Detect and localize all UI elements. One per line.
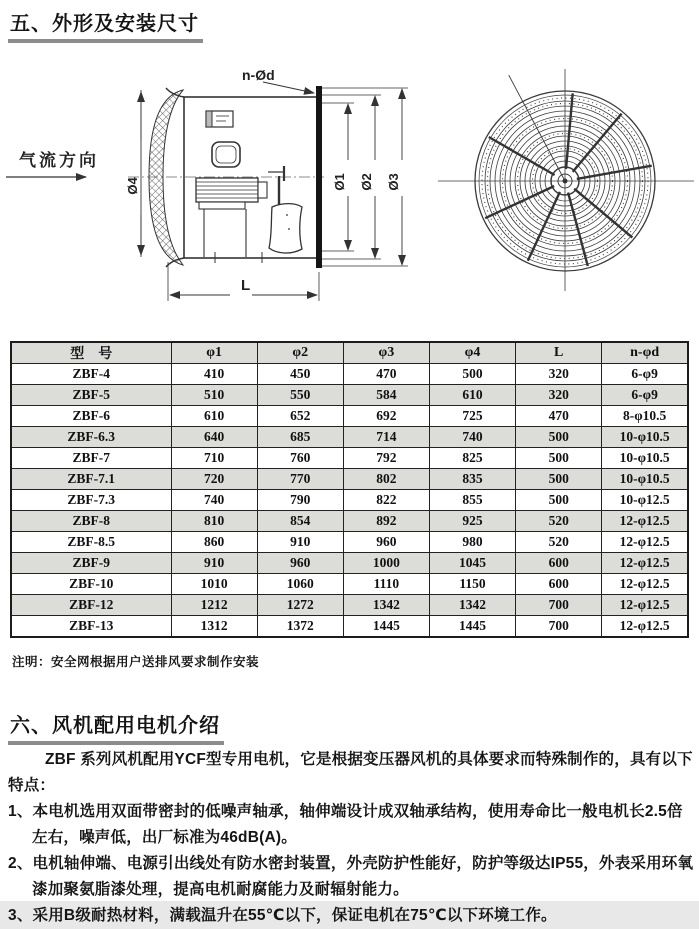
table-cell: ZBF-10 [11,574,171,595]
table-cell: 450 [257,364,343,385]
table-cell: 500 [516,469,602,490]
fan-side-view [128,86,324,268]
table-cell: 510 [171,385,257,406]
table-cell: 520 [516,511,602,532]
table-cell: 12-φ12.5 [602,595,688,616]
table-cell: 1342 [429,595,515,616]
table-row [11,574,688,595]
fan-front-view [438,69,694,291]
dim-label-d3: Ø3 [386,173,401,191]
table-cell: 792 [343,448,429,469]
spec-table-body [11,364,688,638]
table-cell: 910 [257,532,343,553]
table-cell: 1372 [257,616,343,638]
table-cell: 600 [516,574,602,595]
table-cell: 640 [171,427,257,448]
table-cell: 720 [171,469,257,490]
motor-intro-paragraph: ZBF 系列风机配用YCF型专用电机，它是根据变压器风机的具体要求而特殊制作的，具有以下特点： [8,751,693,794]
table-cell: 692 [343,406,429,427]
table-cell: 6-φ9 [602,385,688,406]
dim-label-n-d: n-Ød [242,67,275,83]
installation-note: 注明：安全网根据用户送排风要求制作安装 [12,655,260,669]
table-row [11,553,688,574]
table-cell: 10-φ10.5 [602,448,688,469]
table-cell: 8-φ10.5 [602,406,688,427]
dim-label-d1: Ø1 [332,173,347,191]
table-header-cell: φ2 [257,342,343,364]
table-row [11,490,688,511]
impeller-blade [269,204,302,253]
table-cell: 802 [343,469,429,490]
table-cell: 710 [171,448,257,469]
table-cell: 320 [516,364,602,385]
table-cell: 760 [257,448,343,469]
table-cell: 6-φ9 [602,364,688,385]
table-cell: 810 [171,511,257,532]
table-cell: 470 [343,364,429,385]
table-cell: ZBF-9 [11,553,171,574]
table-cell: 700 [516,616,602,638]
feature-item-3: 3、采用B级耐热材料，满载温升在55℃以下，保证电机在75℃以下环境工作。 [8,907,557,924]
feature-item-2: 2、电机轴伸端、电源引出线处有防水密封装置，外壳防护性能好，防护等级达IP55，外表采用环氧漆加聚氨脂漆处理，提高电机耐腐能力及耐辐射能力。 [8,855,694,898]
table-cell: 860 [171,532,257,553]
table-cell: 725 [429,406,515,427]
table-row [11,616,688,638]
table-cell: 500 [516,448,602,469]
table-cell: 410 [171,364,257,385]
table-cell: 980 [429,532,515,553]
table-cell: 320 [516,385,602,406]
table-header-cell: φ3 [343,342,429,364]
table-cell: 610 [429,385,515,406]
table-cell: 1060 [257,574,343,595]
table-header-cell: 型 号 [11,342,171,364]
table-cell: ZBF-6.3 [11,427,171,448]
table-cell: 825 [429,448,515,469]
table-cell: ZBF-4 [11,364,171,385]
table-row [11,364,688,385]
table-cell: 1272 [257,595,343,616]
table-cell: 500 [516,427,602,448]
table-header-cell: φ1 [171,342,257,364]
dim-label-length: L [241,277,251,294]
table-cell: 652 [257,406,343,427]
table-cell: 12-φ12.5 [602,553,688,574]
table-cell: 1010 [171,574,257,595]
table-row [11,532,688,553]
table-cell: 520 [516,532,602,553]
table-cell: 1445 [343,616,429,638]
table-cell: 685 [257,427,343,448]
table-cell: 10-φ10.5 [602,427,688,448]
table-cell: 700 [516,595,602,616]
table-cell: 770 [257,469,343,490]
table-cell: 714 [343,427,429,448]
table-cell: 1150 [429,574,515,595]
table-row [11,595,688,616]
table-cell: 892 [343,511,429,532]
table-cell: ZBF-8.5 [11,532,171,553]
table-cell: 1342 [343,595,429,616]
table-header-cell: L [516,342,602,364]
table-row [11,469,688,490]
table-cell: ZBF-7.1 [11,469,171,490]
table-cell: ZBF-8 [11,511,171,532]
table-header-row [11,342,688,364]
dimension-spec-table [10,341,689,638]
table-cell: 960 [257,553,343,574]
table-cell: 550 [257,385,343,406]
table-cell: 500 [429,364,515,385]
table-cell: 12-φ12.5 [602,574,688,595]
table-cell: 10-φ12.5 [602,490,688,511]
table-header-cell: n-φd [602,342,688,364]
table-cell: ZBF-7.3 [11,490,171,511]
table-cell: 1445 [429,616,515,638]
table-row [11,385,688,406]
table-cell: 740 [429,427,515,448]
dim-label-d2: Ø2 [359,173,374,191]
table-cell: 1110 [343,574,429,595]
table-cell: 584 [343,385,429,406]
table-cell: 925 [429,511,515,532]
table-cell: 790 [257,490,343,511]
dim-label-d4: Ø4 [125,177,140,195]
table-row [11,406,688,427]
table-row [11,511,688,532]
table-cell: 1312 [171,616,257,638]
table-cell: 855 [429,490,515,511]
table-cell: 1000 [343,553,429,574]
table-cell: 10-φ10.5 [602,469,688,490]
table-cell: ZBF-5 [11,385,171,406]
feature-item-1: 1、本电机选用双面带密封的低噪声轴承，轴伸端设计成双轴承结构，使用寿命比一般电机长2.5倍左右，噪声低，出厂标准为46dB(A)。 [8,803,683,846]
table-cell: 470 [516,406,602,427]
table-row [11,448,688,469]
table-cell: 600 [516,553,602,574]
table-cell: 1212 [171,595,257,616]
table-header-cell: φ4 [429,342,515,364]
table-cell: 1045 [429,553,515,574]
table-cell: 960 [343,532,429,553]
table-cell: 610 [171,406,257,427]
table-row [11,427,688,448]
table-cell: 835 [429,469,515,490]
inlet-mesh [149,90,183,265]
table-cell: 854 [257,511,343,532]
table-cell: ZBF-13 [11,616,171,638]
section5-heading: 五、外形及安装尺寸 [8,7,203,43]
table-cell: 740 [171,490,257,511]
table-cell: 910 [171,553,257,574]
table-cell: 500 [516,490,602,511]
motor-description [8,747,696,929]
airflow-direction-label: 气流方向 [19,151,99,170]
installation-dimension-drawing [0,52,699,337]
table-cell: 12-φ12.5 [602,616,688,638]
table-cell: ZBF-12 [11,595,171,616]
table-cell: 822 [343,490,429,511]
table-cell: 12-φ12.5 [602,511,688,532]
table-cell: 12-φ12.5 [602,532,688,553]
table-cell: ZBF-7 [11,448,171,469]
table-cell: ZBF-6 [11,406,171,427]
section6-heading: 六、风机配用电机介绍 [8,709,224,745]
